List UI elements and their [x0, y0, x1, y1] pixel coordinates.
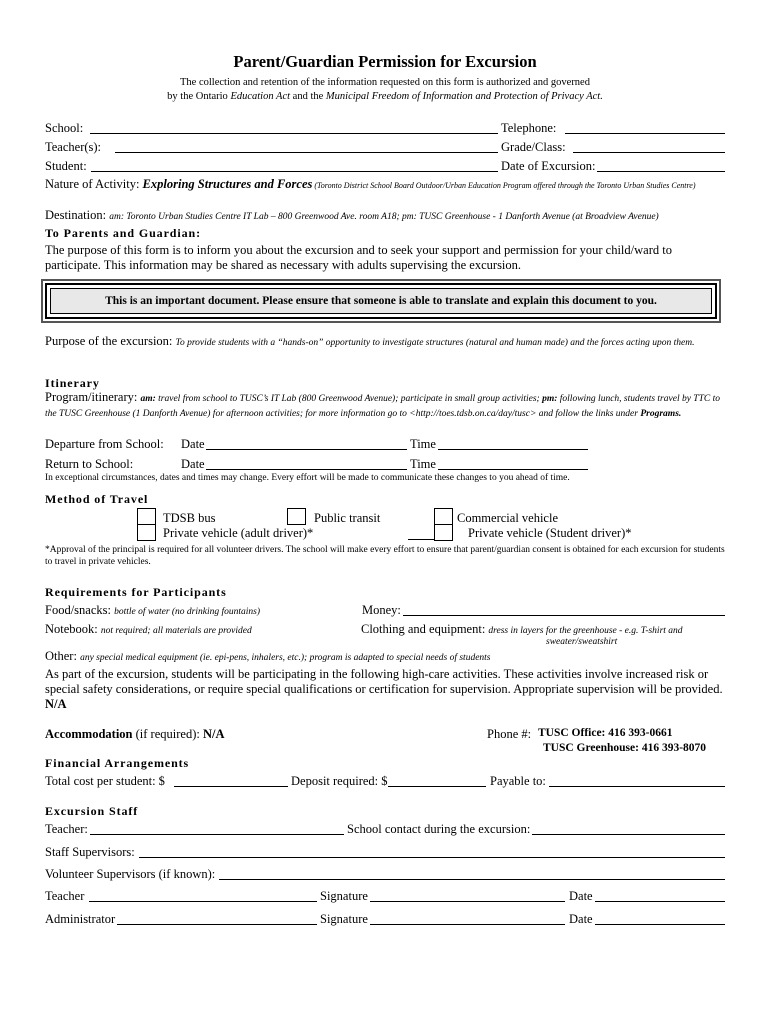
travel-note: *Approval of the principal is required for all volunteer drivers. The school will make every effort to ensure that parent/guardian consent is obtained for each excursion for students to travel in private vehicles.	[45, 545, 725, 567]
school-contact-label: School contact during the excursion:	[347, 822, 531, 836]
deposit-field[interactable]	[388, 786, 486, 787]
private-adult-label: Private vehicle (adult driver)*	[163, 526, 314, 540]
teachers-label: Teacher(s):	[45, 140, 102, 154]
telephone-label: Telephone:	[501, 121, 557, 135]
departure-time-label: Time	[410, 437, 436, 451]
schedule-note: In exceptional circumstances, dates and times may change. Every effort will be made to communicate these changes to you ahead of time.	[45, 473, 570, 483]
clothing-value-line-2: sweater/sweatshirt	[546, 637, 618, 647]
telephone-field[interactable]	[565, 133, 725, 134]
commercial-vehicle-checkbox[interactable]	[434, 508, 453, 525]
phone-label: Phone #:	[487, 727, 532, 741]
tusc-office-phone: TUSC Office: 416 393-0661	[538, 727, 673, 739]
staff-supervisors-label: Staff Supervisors:	[45, 845, 135, 859]
public-transit-label: Public transit	[314, 511, 381, 525]
total-cost-field[interactable]	[174, 786, 288, 787]
itinerary-text: Program/itinerary: am: travel from school to TUSC’s IT Lab (800 Greenwood Avenue); participate in small group activities; pm: following lunch, students travel by TTC to the TUSC Greenhouse (1 Danforth Avenue) for afternoon activities; for more information go to <http://toes.tdsb.on.ca/day/tusc> and follow the links under Programs.	[45, 390, 720, 419]
money-label: Money:	[362, 603, 401, 617]
teacher-sign-label: Teacher	[45, 889, 85, 903]
authorization-line-1: The collection and retention of the information requested on this form is authorized and governed	[180, 77, 590, 88]
high-care-text: As part of the excursion, students will be participating in the following high-care activities. These activities involve increased risk or special safety considerations, or require special qualifications or certification for supervision. Appropriate supervision will be provided. N/A	[45, 667, 723, 711]
travel-heading: Method of Travel	[45, 492, 149, 506]
school-label: School:	[45, 121, 84, 135]
grade-class-label: Grade/Class:	[501, 140, 566, 154]
notebook: Notebook: not required; all materials are provided	[45, 622, 252, 636]
teacher-date-field[interactable]	[595, 901, 725, 902]
clothing-equipment: Clothing and equipment: dress in layers for the greenhouse - e.g. T-shirt and	[361, 622, 683, 636]
tdsb-bus-checkbox[interactable]	[137, 508, 156, 525]
school-field[interactable]	[90, 133, 498, 134]
private-student-label: Private vehicle (Student driver)*	[468, 526, 632, 540]
teacher-label: Teacher:	[45, 822, 88, 836]
return-date-field[interactable]	[206, 469, 407, 470]
purpose-of-excursion: Purpose of the excursion: To provide students with a “hands-on” opportunity to investigate structures (natural and human made) and the forces acting upon them.	[45, 334, 695, 348]
nature-of-activity: Nature of Activity: Exploring Structures and Forces (Toronto District School Board Outdoor/Urban Education Program offered through the Toronto Urban Studies Centre)	[45, 177, 696, 191]
volunteer-supervisors-field[interactable]	[219, 879, 725, 880]
teacher-name-field[interactable]	[89, 901, 317, 902]
translation-notice-box	[45, 283, 717, 319]
tusc-greenhouse-phone: TUSC Greenhouse: 416 393-8070	[543, 742, 707, 754]
teachers-field[interactable]	[115, 152, 498, 153]
date-of-excursion-label: Date of Excursion:	[501, 159, 596, 173]
return-label: Return to School:	[45, 457, 134, 471]
school-contact-field[interactable]	[532, 834, 725, 835]
teacher-field[interactable]	[90, 834, 344, 835]
destination: Destination: am: Toronto Urban Studies Centre IT Lab – 800 Greenwood Ave. room A18; pm: TUSC Greenhouse - 1 Danforth Avenue (at Broadview Avenue)	[45, 208, 659, 222]
departure-date-label: Date	[181, 437, 205, 451]
money-field[interactable]	[403, 615, 725, 616]
parents-text: The purpose of this form is to inform you about the excursion and to seek your support and permission for your child/ward to participate. This information may be shared as necessary with adults supervising the excursion.	[45, 243, 672, 272]
administrator-date-label: Date	[569, 912, 593, 926]
payable-to-label: Payable to:	[490, 774, 546, 788]
translation-notice: This is an important document. Please ensure that someone is able to translate and explain this document to you.	[50, 288, 712, 314]
departure-time-field[interactable]	[438, 449, 588, 450]
teacher-signature-label: Signature	[320, 889, 368, 903]
administrator-signature-field[interactable]	[370, 924, 565, 925]
student-label: Student:	[45, 159, 87, 173]
grade-class-field[interactable]	[573, 152, 725, 153]
teacher-signature-field[interactable]	[370, 901, 565, 902]
food-snacks: Food/snacks: bottle of water (no drinking fountains)	[45, 603, 261, 617]
administrator-date-field[interactable]	[595, 924, 725, 925]
authorization-line-2: by the Ontario Education Act and the Municipal Freedom of Information and Protection of Privacy Act.	[167, 91, 603, 102]
departure-date-field[interactable]	[206, 449, 407, 450]
public-transit-checkbox[interactable]	[287, 508, 306, 525]
itinerary-heading: Itinerary	[45, 376, 100, 390]
return-time-label: Time	[410, 457, 436, 471]
date-of-excursion-field[interactable]	[597, 171, 725, 172]
parents-heading: To Parents and Guardian:	[45, 226, 201, 240]
teacher-date-label: Date	[569, 889, 593, 903]
requirements-heading: Requirements for Participants	[45, 585, 227, 599]
private-adult-checkbox[interactable]	[137, 524, 156, 541]
staff-supervisors-field[interactable]	[139, 857, 725, 858]
tdsb-bus-label: TDSB bus	[163, 511, 216, 525]
departure-label: Departure from School:	[45, 437, 164, 451]
administrator-label: Administrator	[45, 912, 116, 926]
deposit-label: Deposit required: $	[291, 774, 388, 788]
return-date-label: Date	[181, 457, 205, 471]
accommodation: Accommodation (if required): N/A	[45, 727, 225, 741]
administrator-name-field[interactable]	[117, 924, 317, 925]
financial-heading: Financial Arrangements	[45, 756, 190, 770]
commercial-vehicle-label: Commercial vehicle	[457, 511, 559, 525]
administrator-signature-label: Signature	[320, 912, 368, 926]
student-field[interactable]	[91, 171, 498, 172]
form-title: Parent/Guardian Permission for Excursion	[233, 52, 537, 71]
total-cost-label: Total cost per student: $	[45, 774, 165, 788]
private-student-line	[408, 539, 434, 540]
staff-heading: Excursion Staff	[45, 804, 139, 818]
return-time-field[interactable]	[438, 469, 588, 470]
private-student-checkbox[interactable]	[434, 524, 453, 541]
payable-to-field[interactable]	[549, 786, 725, 787]
other-requirements: Other: any special medical equipment (ie. epi-pens, inhalers, etc.); program is adapted to special needs of students	[45, 649, 491, 663]
volunteer-supervisors-label: Volunteer Supervisors (if known):	[45, 867, 216, 881]
